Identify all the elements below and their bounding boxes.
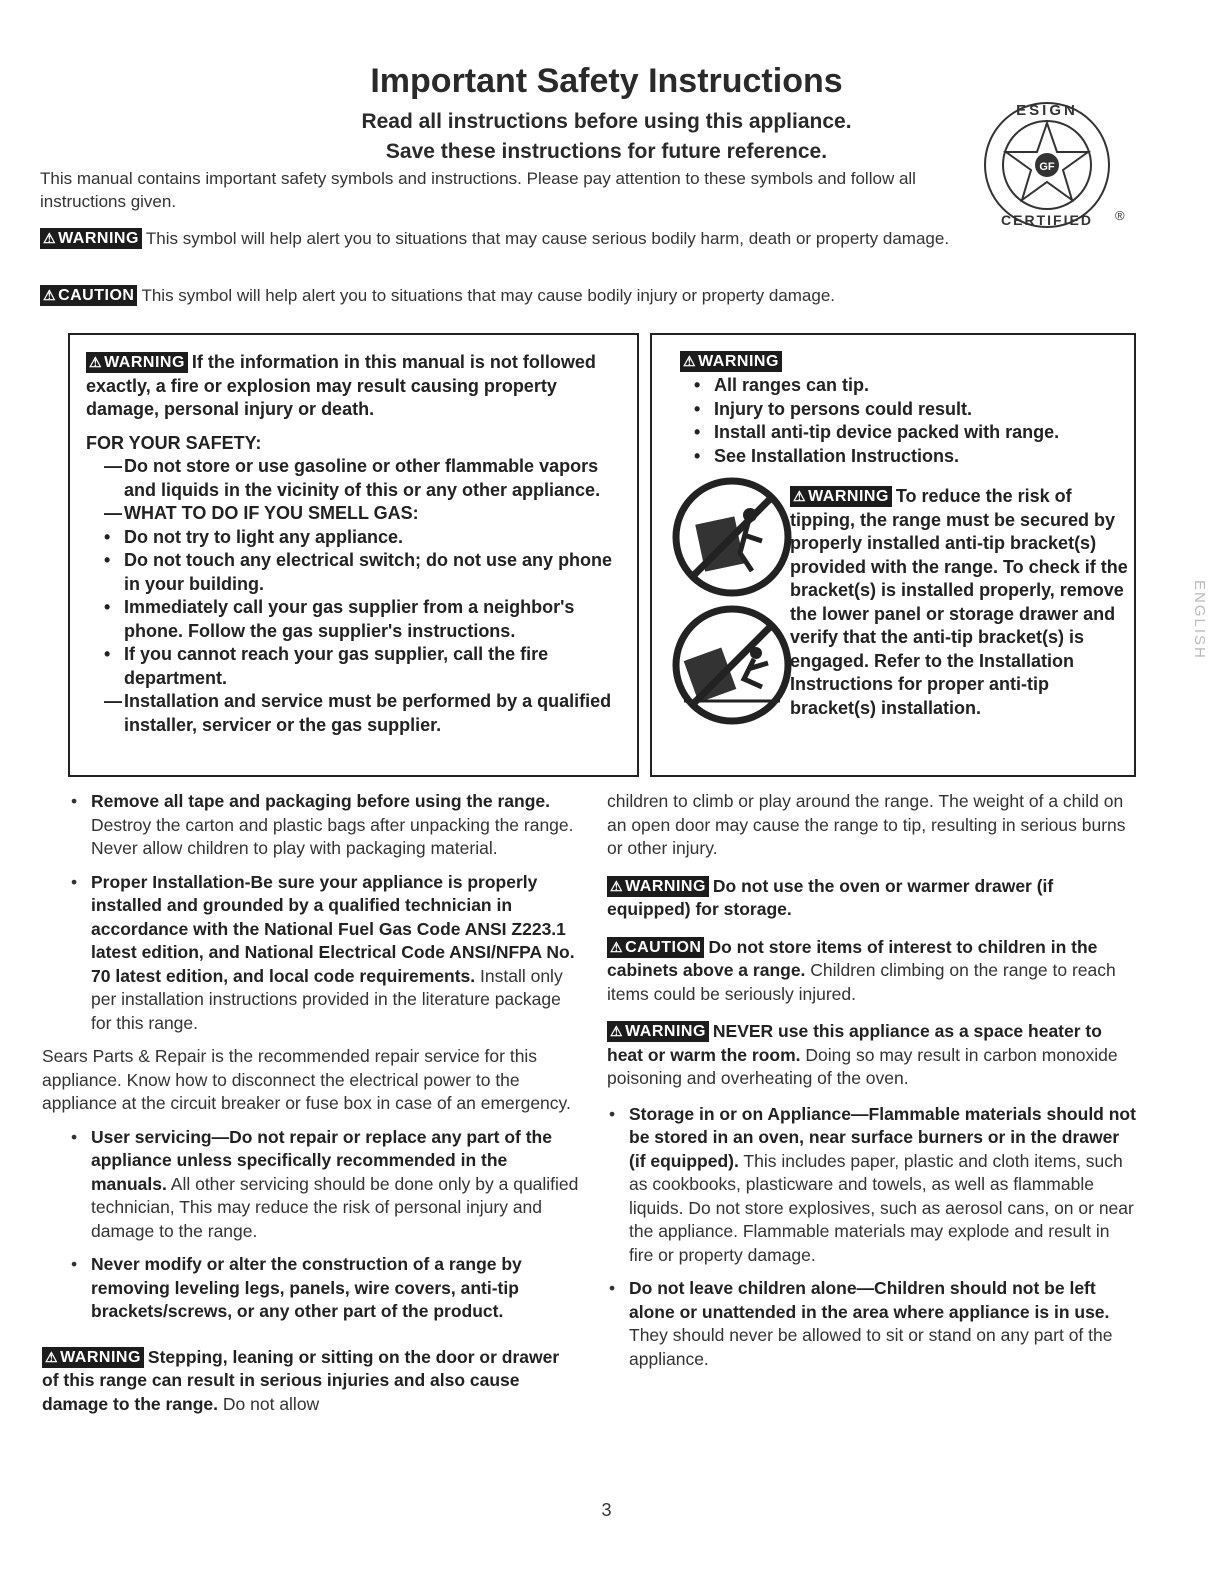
warning-triangle-icon: ⚠ [793, 488, 807, 504]
intro-text: This manual contains important safety symbols and instructions. Please pay attention to these symbols and follow all instructions given. [40, 169, 916, 211]
range-tipping-prohibited-icon [670, 475, 794, 599]
left-column [42, 790, 585, 1416]
space-heater-warning: ⚠ WARNING NEVER use this appliance as a space heater to heat or warm the room. Doing so may result in carbon monoxide poisoning and overheating of the oven. [607, 1021, 1118, 1088]
warning-triangle-icon: ⚠ [89, 354, 103, 370]
list-item: • Do not touch any electrical switch; do not use any phone in your building. [104, 550, 613, 594]
warning-badge: ⚠ WARNING [42, 1347, 144, 1368]
list-item: • Proper Installation-Be sure your appliance is properly installed and grounded by a qualified technician in accordance with the National Fuel Gas Code ANSI Z223.1 latest edition, and National Electrical Code ANSI/NFPA No. 70 latest edition, and local code requirements. Install only per installation instructions provided in the literature package for this range. [71, 871, 575, 1033]
caution-triangle-icon: ⚠ [43, 287, 57, 303]
list-item: • Install anti-tip device packed with range. [694, 422, 1060, 442]
warning-triangle-icon: ⚠ [45, 1348, 59, 1365]
list-item: — WHAT TO DO IF YOU SMELL GAS: • Do not try to light any appliance. • Do not touch any electrical switch; do not use any phone in your building. • Immediately call your gas supplier from a neighbor's phone. Follow the gas supplier's instructions. • If you cannot reach your gas supplier, call the fire department. [124, 502, 626, 690]
registered-mark: ® [1115, 208, 1125, 223]
tip-warning-text: ⚠ WARNING To reduce the risk of tipping, the range must be secured by properly installed anti-tip bracket(s) provided with the range. To check if the bracket(s) is installed properly, remove the lower panel or storage drawer and verify that the anti-tip bracket(s) is engaged. Refer to the Installation Instructions for proper anti-tip bracket(s) installation. [790, 486, 1128, 718]
storage-warning: ⚠ WARNING Do not use the oven or warmer drawer (if equipped) for storage. [607, 875, 1054, 919]
seal-top-text: ESIGN [1016, 102, 1078, 119]
list-item: • Do not leave children alone—Children should not be left alone or unattended in the area where appliance is in use. They should never be allowed to sit or stand on any part of the appliance. [609, 1278, 1113, 1369]
list-item: • Immediately call your gas supplier from a neighbor's phone. Follow the gas supplier's instructions. [104, 597, 575, 641]
list-item: • User servicing—Do not repair or replace any part of the appliance unless specifically recommended in the manuals. All other servicing should be done only by a qualified technician, This may reduce the risk of personal injury and damage to the range. [71, 1126, 579, 1241]
warning-triangle-icon: ⚠ [683, 353, 697, 369]
list-item: • Remove all tape and packaging before using the range. Destroy the carton and plastic bags after unpacking the range. Never allow children to play with packaging material. [71, 791, 574, 858]
list-item: • All ranges can tip. [694, 375, 870, 395]
warning-triangle-icon: ⚠ [610, 877, 624, 894]
warning-badge: ⚠ WARNING [607, 876, 709, 897]
list-item: • See Installation Instructions. [694, 445, 960, 466]
door-warning: ⚠ WARNING Stepping, leaning or sitting on the door or drawer of this range can result in serious injuries and also cause damage to the range. Do not allow [42, 1346, 560, 1414]
gas-warning-lead: ⚠ WARNING If the information in this manual is not followed exactly, a fire or explosion may result causing property damage, personal injury or death. [86, 352, 596, 419]
right-column [607, 790, 1137, 1371]
page-title: Important Safety Instructions [370, 62, 843, 100]
list-item: • Injury to persons could result. [694, 398, 973, 419]
list-item: — Do not store or use gasoline or other flammable vapors and liquids in the vicinity of this or any other appliance. [104, 456, 601, 500]
child-on-door-prohibited-icon [670, 603, 794, 727]
warning-badge: ⚠ WARNING [40, 228, 142, 249]
continued-text: children to climb or play around the range. The weight of a child on an open door may cause the range to tip, resulting in serious burns or other injury. [607, 791, 1126, 858]
warning-triangle-icon: ⚠ [610, 1023, 624, 1039]
language-side-tab: ENGLISH [1191, 580, 1208, 660]
warning-definition: ⚠ WARNING This symbol will help alert you to situations that may cause serious bodily harm, death or property damage. [40, 227, 970, 250]
warning-badge: ⚠ WARNING [790, 486, 892, 507]
tip-warning-box [650, 333, 1136, 777]
for-your-safety-heading: FOR YOUR SAFETY: [86, 432, 262, 453]
subtitle-read: Read all instructions before using this appliance. [361, 110, 852, 133]
warning-triangle-icon: ⚠ [43, 230, 57, 246]
list-item: • Do not try to light any appliance. [104, 526, 404, 547]
list-item: • If you cannot reach your gas supplier, call the fire department. [104, 644, 549, 688]
seal-bottom-text: CERTIFIED [1001, 212, 1093, 228]
caution-definition: ⚠ CAUTION This symbol will help alert you to situations that may cause bodily injury or property damage. [40, 284, 1100, 307]
caution-triangle-icon: ⚠ [610, 938, 624, 955]
list-item: • Never modify or alter the construction of a range by removing leveling legs, panels, wire covers, anti-tip brackets/screws, or any other part of the product. [71, 1254, 522, 1321]
repair-service-paragraph: Sears Parts & Repair is the recommended repair service for this appliance. Know how to disconnect the electrical power to the appliance at the circuit breaker or fuse box in case of an emergency. [42, 1046, 571, 1113]
caution-badge: ⚠ CAUTION [40, 285, 137, 306]
page-number: 3 [601, 1500, 612, 1520]
list-item: — Installation and service must be performed by a qualified installer, servicer or the gas supplier. [104, 691, 612, 735]
design-certified-seal-icon [975, 90, 1125, 240]
list-item: • Storage in or on Appliance—Flammable materials should not be stored in an oven, near surface burners or in the drawer (if equipped). This includes paper, plastic and cloth items, such as cookbooks, plasticware and towels, as well as flammable liquids. Do not store explosives, such as aerosol cans, on or near the appliance. Flammable materials may explode and result in fire or property damage. [609, 1103, 1136, 1265]
warning-badge: ⚠ WARNING [680, 351, 782, 372]
seal-center-text: GF [1039, 161, 1055, 173]
gas-warning-box [68, 333, 639, 777]
warning-badge: ⚠ WARNING [86, 352, 188, 373]
subtitle-save: Save these instructions for future reference. [385, 140, 828, 163]
cabinet-caution: ⚠ CAUTION Do not store items of interest to children in the cabinets above a range. Children climbing on the range to reach items could be seriously injured. [607, 936, 1116, 1004]
warning-badge: ⚠ WARNING [607, 1021, 709, 1042]
caution-badge: ⚠ CAUTION [607, 937, 704, 958]
